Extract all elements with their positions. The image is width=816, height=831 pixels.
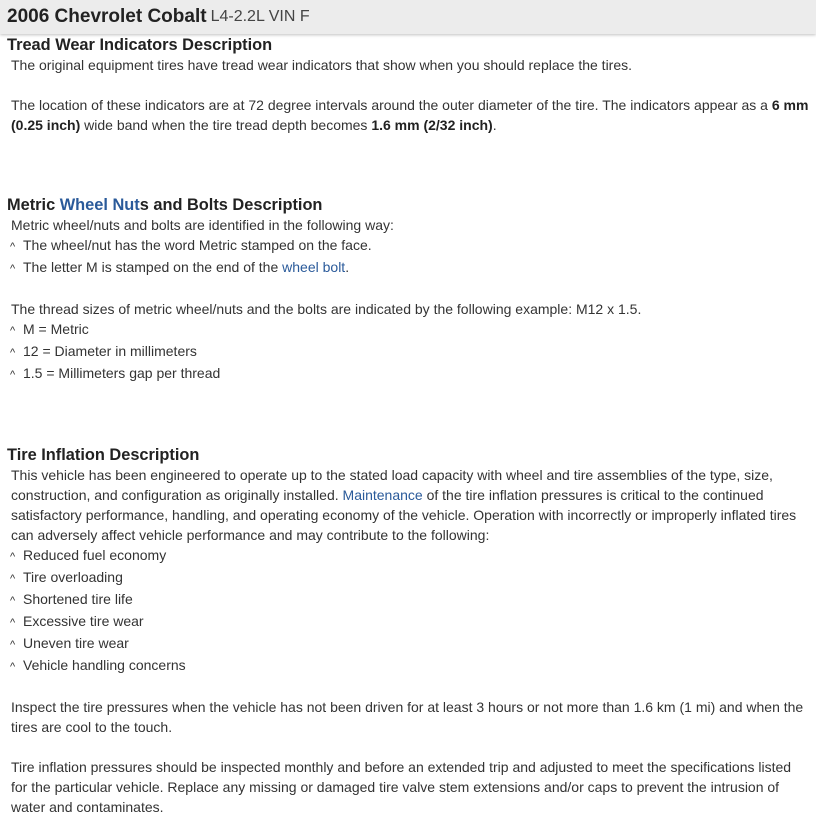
list-item: ^ Tire overloading [7,567,809,589]
caret-up-icon: ^ [10,617,16,629]
inflation-section-title: Tire Inflation Description [7,446,200,464]
caret-up-icon: ^ [10,347,16,359]
thread-intro: The thread sizes of metric wheel/nuts and the bolts are indicated by the following example: M12 x 1.5. [11,301,642,317]
caret-up-icon: ^ [10,369,16,381]
caret-up-icon: ^ [10,595,16,607]
list-item: ^ The wheel/nut has the word Metric stamped on the face. [7,235,809,257]
page-header [0,0,816,34]
list-item: ^ Reduced fuel economy [7,545,809,567]
inflation-paragraph-1: This vehicle has been engineered to operate up to the stated load capacity with wheel and tire assemblies of the type, size, construction, and configuration as originally installed. Maintenance of the tire inflation pressures is critical to the continued satisfactory performance, handling, and operating economy of the vehicle. Operation with incorrectly or improperly inflated tires can adversely affect vehicle performance and may contribute to the following: [11,467,797,543]
caret-up-icon: ^ [10,263,16,275]
list-item: ^ Shortened tire life [7,589,809,611]
wheel-bolt-link[interactable]: wheel bolt [282,259,346,275]
caret-up-icon: ^ [10,551,16,563]
nuts-intro: Metric wheel/nuts and bolts are identified in the following way: [11,217,394,233]
list-item: ^ Excessive tire wear [7,611,809,633]
list-item: ^ Uneven tire wear [7,633,809,655]
tread-depth: 1.6 mm (2/32 inch) [371,117,493,133]
tread-paragraph-1: The original equipment tires have tread wear indicators that show when you should replace the tires. [11,57,633,73]
caret-up-icon: ^ [10,639,16,651]
inflation-paragraph-2: Inspect the tire pressures when the vehicle has not been driven for at least 3 hours or not more than 1.6 km (1 mi) and when the tires are cool to the touch. [11,699,804,735]
list-item: ^ Vehicle handling concerns [7,655,809,677]
maintenance-link[interactable]: Maintenance [342,487,423,503]
caret-up-icon: ^ [10,241,16,253]
inflation-paragraph-3: Tire inflation pressures should be inspected monthly and before an extended trip and adjusted to meet the specifications listed for the particular vehicle. Replace any missing or damaged tire valve stem extensions and/or caps to prevent the intrusion of water and contaminates. [11,759,792,815]
caret-up-icon: ^ [10,325,16,337]
nuts-section-title: Metric Wheel Nuts and Bolts Description [7,196,323,214]
tread-paragraph-2: The location of these indicators are at 72 degree intervals around the outer diameter of the tire. The indicators appear as a 6 mm (0.25 inch) wide band when the tire tread depth becomes 1.6 mm (2/32 inch). [11,97,809,133]
list-item: ^ The letter M is stamped on the end of the wheel bolt. [7,257,809,279]
caret-up-icon: ^ [10,661,16,673]
list-item: ^ 12 = Diameter in millimeters [7,341,809,363]
caret-up-icon: ^ [10,573,16,585]
list-item: ^ 1.5 = Millimeters gap per thread [7,363,809,385]
document-body [0,34,816,817]
vehicle-title: 2006 Chevrolet Cobalt [7,6,207,27]
engine-subtitle: L4-2.2L VIN F [210,8,310,25]
list-item: ^ M = Metric [7,319,809,341]
tread-section-title: Tread Wear Indicators Description [7,36,273,54]
wheel-nut-link[interactable]: Wheel Nut [59,196,140,214]
tread-band-width: 6 mm (0.25 inch) [11,97,809,133]
